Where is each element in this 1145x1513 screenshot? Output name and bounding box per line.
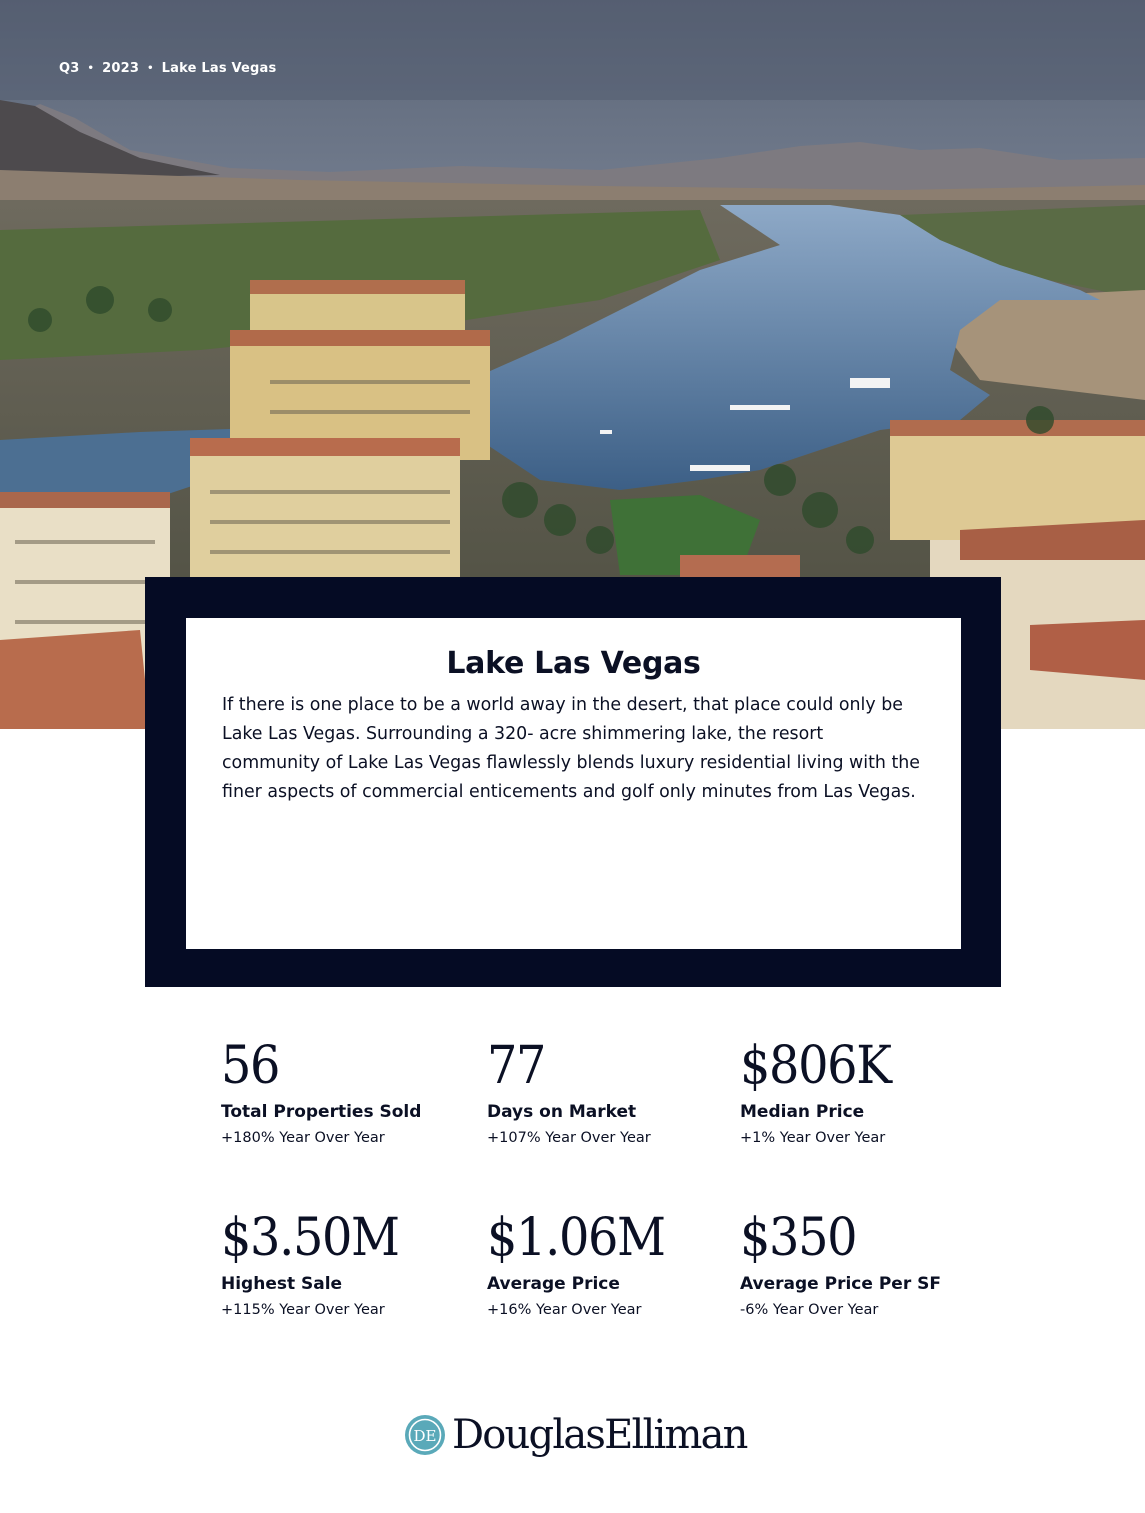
stat-label: Average Price Per SF [740, 1274, 941, 1294]
intro-title: Lake Las Vegas [446, 646, 701, 681]
breadcrumb-year: 2023 [102, 61, 140, 76]
breadcrumb-location: Lake Las Vegas [161, 61, 277, 76]
svg-text:DE: DE [413, 1427, 437, 1445]
stat-highest-sale [221, 1210, 461, 1318]
brand-wordmark: DouglasElliman [452, 1412, 747, 1458]
stat-label: Total Properties Sold [221, 1102, 422, 1122]
stat-change: +107% Year Over Year [487, 1130, 651, 1146]
stat-value: $806K [740, 1036, 891, 1096]
stat-label: Highest Sale [221, 1274, 343, 1294]
stat-change: +180% Year Over Year [221, 1130, 385, 1146]
stat-value: 77 [487, 1036, 546, 1096]
stat-value: $3.50M [221, 1208, 399, 1268]
intro-body: If there is one place to be a world away in the desert, that place could only be Lake Las Vegas. Surrounding a 320- acre shimmering lake, the resort community of Lake Las Vegas flawlessly blends luxury residential living with the finer aspects of commercial enticements and golf only minutes from Las Vegas. [222, 695, 920, 802]
breadcrumb-quarter: Q3 [59, 61, 80, 76]
stat-average-price [487, 1210, 727, 1318]
stat-value: $350 [740, 1208, 857, 1268]
stat-total-properties-sold [221, 1038, 461, 1146]
breadcrumb-separator: • [87, 63, 95, 74]
stat-label: Average Price [487, 1274, 620, 1294]
stat-change: +115% Year Over Year [221, 1302, 385, 1318]
stat-label: Median Price [740, 1102, 865, 1122]
stat-change: +16% Year Over Year [487, 1302, 642, 1318]
intro-frame [145, 577, 1001, 987]
stat-value: 56 [221, 1036, 280, 1096]
breadcrumb [59, 61, 276, 76]
stat-days-on-market [487, 1038, 727, 1146]
douglas-elliman-logo [404, 1410, 747, 1460]
intro-card [186, 618, 961, 949]
breadcrumb-separator: • [147, 63, 154, 74]
stat-average-price-per-sf [740, 1210, 980, 1318]
stat-change: -6% Year Over Year [740, 1302, 879, 1318]
stat-median-price [740, 1038, 980, 1146]
stat-value: $1.06M [487, 1208, 665, 1268]
stat-label: Days on Market [487, 1102, 637, 1122]
de-monogram-icon [404, 1414, 446, 1456]
stat-change: +1% Year Over Year [740, 1130, 886, 1146]
